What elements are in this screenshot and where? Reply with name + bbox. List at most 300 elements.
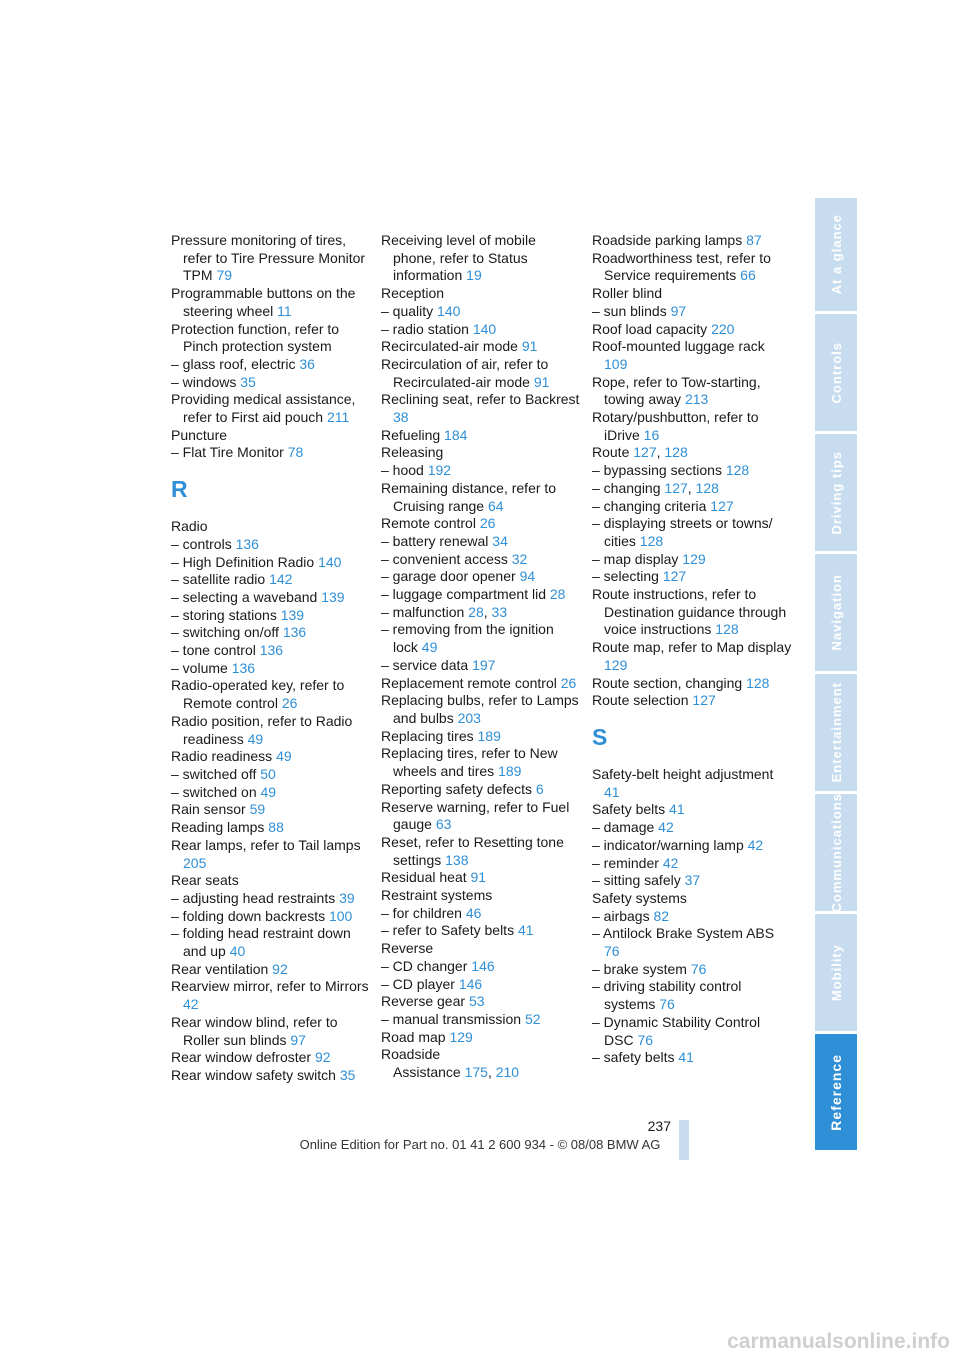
index-entry: [171, 872, 371, 890]
index-entry: [592, 890, 792, 908]
index-entry-text: – glass roof, electric: [171, 355, 296, 372]
index-entry: [381, 781, 581, 799]
index-entry-text: Route map, refer to Map display: [592, 639, 792, 656]
page-link[interactable]: 142: [269, 571, 293, 588]
index-entry: [592, 250, 792, 285]
index-entry-text: – manual transmission: [381, 1010, 522, 1027]
index-entry: [381, 551, 581, 569]
index-entry: [381, 462, 581, 480]
index-entry-text: Radio-operated key, refer to Remote control: [171, 677, 345, 712]
index-entry-text: – CD changer: [381, 957, 468, 974]
page-link[interactable]: 52: [524, 1010, 541, 1027]
page-link[interactable]: 35: [240, 373, 256, 390]
index-entry: [381, 1046, 581, 1064]
page-link[interactable]: 42: [747, 836, 764, 853]
page-link[interactable]: 26: [479, 515, 496, 532]
page-link[interactable]: 19: [466, 267, 482, 284]
tab-entertainment[interactable]: [815, 674, 857, 791]
index-entry: [381, 232, 581, 285]
index-entry: [381, 958, 581, 976]
page-link[interactable]: 16: [643, 426, 660, 443]
page-link[interactable]: 42: [183, 996, 199, 1013]
index-entry-text: – driving stability control systems: [592, 978, 742, 1013]
index-entry-text: – Flat Tire Monitor: [171, 444, 284, 461]
index-entry: [592, 409, 792, 444]
page-link[interactable]: 50: [260, 765, 276, 782]
index-entry-text: – sitting safely: [592, 872, 681, 889]
page-link[interactable]: 139: [280, 606, 305, 623]
index-entry: [381, 869, 581, 887]
index-entry-text: Road map: [381, 1028, 446, 1045]
tab-label: At a glance: [828, 214, 844, 295]
index-entry-text: Safety-belt height adjustment: [592, 765, 774, 782]
page-link[interactable]: 49: [276, 748, 292, 765]
watermark: carmanualsonline.info: [727, 1330, 950, 1353]
index-entry: [381, 675, 581, 693]
page-link[interactable]: 140: [437, 302, 461, 319]
index-entry: [171, 356, 371, 374]
index-entry-text: Replacing bulbs, refer to Lamps and bulbs: [381, 692, 579, 726]
index-entry: [171, 978, 371, 1013]
index-entry: [592, 338, 792, 373]
index-entry: [381, 905, 581, 923]
page-link[interactable]: 100: [328, 907, 353, 924]
index-entry-text: – switched on: [171, 783, 257, 800]
index-entry-text: Safety belts: [592, 801, 666, 818]
index-column-3: [592, 232, 792, 1067]
page-link[interactable]: 220: [711, 320, 735, 337]
index-entry: [381, 745, 581, 780]
page-link[interactable]: 127: [633, 444, 657, 461]
page-link[interactable]: 76: [604, 943, 620, 960]
index-entry-text: – service data: [381, 656, 469, 673]
page-link[interactable]: 53: [468, 993, 485, 1010]
page-link[interactable]: 129: [604, 656, 628, 673]
index-entry-text: Route instructions, refer to Destination guidance through voice instructions: [592, 586, 787, 638]
page-link[interactable]: 33: [491, 603, 508, 620]
index-entry-text: Rear lamps, refer to Tail lamps: [171, 836, 361, 853]
page-link[interactable]: 129: [449, 1028, 473, 1045]
page-link[interactable]: 76: [637, 1031, 654, 1048]
index-entry-text: – reminder: [592, 854, 659, 871]
index-entry: [381, 568, 581, 586]
index-column-2: [381, 232, 581, 1082]
index-entry-text: – bypassing sections: [592, 462, 722, 479]
page-link[interactable]: 41: [678, 1049, 694, 1066]
page-link[interactable]: 189: [498, 763, 522, 780]
page-link[interactable]: 63: [435, 816, 452, 833]
index-entry-text: Protection function, refer to Pinch protection system: [171, 320, 340, 355]
index-entry: [592, 978, 792, 1013]
page-link[interactable]: 136: [259, 642, 284, 659]
page-link[interactable]: 128: [695, 479, 719, 496]
page-link[interactable]: 139: [321, 588, 345, 605]
index-entry: [381, 444, 581, 462]
page-link[interactable]: 39: [339, 889, 355, 906]
index-entry-text: – garage door opener: [381, 568, 516, 585]
index-entry: [381, 1029, 581, 1047]
index-entry-text: Restraint systems: [381, 887, 493, 904]
index-entry-text: – displaying streets or towns/ cities: [592, 515, 773, 549]
page-link[interactable]: 28: [549, 586, 566, 603]
index-entry: [171, 713, 371, 748]
tab-label: Driving tips: [828, 450, 844, 535]
index-entry: [171, 444, 371, 462]
index-entry-text: Reserve warning, refer to Fuel gauge: [381, 798, 570, 833]
page-link[interactable]: 66: [740, 267, 756, 284]
index-entry: [381, 303, 581, 321]
tab-label: Navigation: [828, 574, 844, 651]
index-entry: [381, 976, 581, 994]
index-entry: [592, 639, 792, 674]
page-link[interactable]: 91: [533, 373, 550, 390]
index-entry: [171, 391, 371, 426]
page-link[interactable]: 128: [715, 621, 739, 638]
index-entry: [171, 571, 371, 589]
tab-controls[interactable]: [815, 314, 857, 431]
page-link[interactable]: 97: [290, 1031, 306, 1048]
index-entry: Assistance 175, 210: [393, 1064, 520, 1081]
page-link[interactable]: 92: [314, 1049, 331, 1066]
page-link[interactable]: 64: [487, 497, 504, 514]
index-entry-text: Radio position, refer to Radio readiness: [171, 712, 353, 747]
page-link[interactable]: 26: [560, 674, 577, 691]
page-link[interactable]: 32: [511, 550, 528, 567]
index-entry: [592, 801, 792, 819]
index-entry: [381, 692, 581, 727]
page-link[interactable]: 49: [421, 639, 438, 656]
index-entry: [592, 462, 792, 480]
index-entry-text: Rain sensor: [171, 801, 246, 818]
index-entry: [592, 675, 792, 693]
page-link[interactable]: 128: [746, 674, 770, 691]
index-entry: [171, 1014, 371, 1049]
page-link[interactable]: 40: [229, 943, 246, 960]
index-entry: [592, 303, 792, 321]
index-entry: [381, 391, 581, 426]
index-entry: [381, 321, 581, 339]
index-entry-text: Providing medical assistance, refer to First aid pouch: [171, 391, 356, 426]
page-link[interactable]: 88: [268, 819, 284, 836]
index-entry: [381, 1011, 581, 1029]
page-link[interactable]: 97: [670, 302, 687, 319]
index-entry: [381, 887, 581, 905]
section-letter: S: [592, 723, 608, 750]
page-link[interactable]: 76: [690, 960, 707, 977]
index-entry-text: Reception: [381, 285, 445, 302]
page-link[interactable]: 59: [249, 801, 266, 818]
index-entry-text: – indicator/warning lamp: [592, 836, 744, 853]
page-link[interactable]: 11: [277, 302, 292, 319]
index-entry-text: – storing stations: [171, 606, 277, 623]
index-entry-text: Replacing tires: [381, 727, 474, 744]
page-link[interactable]: 26: [281, 695, 298, 712]
index-entry: [592, 285, 792, 303]
page-link[interactable]: 35: [339, 1066, 356, 1083]
index-entry-text: Safety systems: [592, 889, 687, 906]
tab-label: Communications: [828, 792, 844, 913]
tab-communications[interactable]: [815, 794, 857, 911]
index-entry: [592, 855, 792, 873]
index-entry-text: – volume: [171, 659, 228, 676]
index-entry: [171, 961, 371, 979]
index-entry-text: – folding down backrests: [171, 907, 326, 924]
index-entry-text: Pressure monitoring of tires, refer to Tire Pressure Monitor TPM: [171, 232, 366, 284]
index-entry: [171, 285, 371, 320]
page-link[interactable]: 41: [669, 801, 685, 818]
page-link[interactable]: 127: [662, 568, 687, 585]
page-link[interactable]: 136: [282, 624, 307, 641]
index-entry-text: – Antilock Brake System ABS: [592, 925, 775, 942]
index-entry-text: Remaining distance, refer to Cruising range: [381, 479, 557, 514]
index-entry-text: – windows: [171, 373, 237, 390]
tab-label: Reference: [828, 1053, 844, 1131]
page-link[interactable]: 184: [444, 426, 468, 443]
index-entry-text: – satellite radio: [171, 571, 266, 588]
index-entry: [171, 925, 371, 960]
index-entry-text: Rear window blind, refer to Roller sun blinds: [171, 1013, 338, 1048]
index-entry: [381, 940, 581, 958]
index-entry-text: – quality: [381, 302, 434, 319]
index-entry: [381, 728, 581, 746]
page-link[interactable]: 41: [604, 783, 620, 800]
index-entry: [592, 498, 792, 516]
page-link[interactable]: 37: [684, 872, 701, 889]
index-entry-text: – airbags: [592, 907, 650, 924]
page-link[interactable]: 197: [472, 656, 496, 673]
index-entry-text: Replacing tires, refer to New wheels and tires: [381, 745, 558, 780]
tab-navigation[interactable]: [815, 554, 857, 671]
index-entry-text: Roadside parking lamps: [592, 232, 743, 248]
index-entry: [171, 554, 371, 572]
index-entry-text: – radio station: [381, 320, 469, 337]
index-column-1: [171, 232, 371, 1085]
index-entry: [381, 993, 581, 1011]
index-entry-text: – changing criteria: [592, 497, 707, 514]
index-entry-text: Rear window safety switch: [171, 1066, 336, 1083]
page-link[interactable]: 36: [299, 355, 315, 372]
index-entry: – changing 127, 128: [592, 479, 719, 496]
index-entry: Route 127, 128: [592, 444, 688, 461]
page-link[interactable]: 34: [492, 532, 508, 549]
tab-at-a-glance[interactable]: [815, 198, 857, 311]
index-entry-text: Rear ventilation: [171, 960, 269, 977]
page-link[interactable]: 94: [519, 568, 536, 585]
page-link[interactable]: 42: [662, 854, 679, 871]
page-link[interactable]: 78: [287, 444, 304, 461]
index-entry-text: Roadworthiness test, refer to Service requirements: [592, 249, 771, 284]
index-entry-text: Rearview mirror, refer to Mirrors: [171, 978, 369, 995]
index-entry-text: – removing from the ignition lock: [381, 621, 554, 656]
index-entry-text: Rope, refer to Tow-starting, towing away: [592, 373, 761, 408]
index-entry-text: Puncture: [171, 426, 228, 443]
section-letter: R: [171, 476, 188, 503]
page-link[interactable]: 189: [477, 727, 501, 744]
index-entry: [171, 890, 371, 908]
tab-reference[interactable]: [815, 1034, 857, 1150]
index-entry-text: Receiving level of mobile phone, refer to Status information: [381, 232, 536, 284]
index-entry-text: Reverse gear: [381, 993, 466, 1010]
index-entry: [381, 621, 581, 656]
index-entry-text: – battery renewal: [381, 532, 489, 549]
index-entry: [592, 692, 792, 710]
page-link[interactable]: 127: [692, 692, 716, 709]
index-entry-text: – safety belts: [592, 1049, 675, 1066]
index-entry-text: Roadside: [381, 1046, 441, 1063]
page-link[interactable]: 211: [326, 409, 350, 426]
index-entry-text: – switching on/off: [171, 624, 279, 641]
page-link[interactable]: 79: [216, 267, 233, 284]
page-link[interactable]: 49: [260, 783, 277, 800]
index-entry-text: – hood: [381, 462, 424, 479]
index-entry: [171, 766, 371, 784]
tab-mobility[interactable]: [815, 914, 857, 1031]
page-link[interactable]: 92: [272, 960, 288, 977]
index-entry-text: Roof-mounted luggage rack: [592, 338, 765, 355]
page-link[interactable]: 76: [659, 996, 675, 1013]
page-link[interactable]: 91: [521, 338, 538, 355]
page-link[interactable]: 49: [247, 730, 264, 747]
index-entry: [381, 533, 581, 551]
page-link[interactable]: 41: [517, 922, 534, 939]
index-entry-text: – folding head restraint down and up: [171, 925, 351, 960]
page-link[interactable]: 28: [468, 603, 484, 620]
tab-driving-tips[interactable]: [815, 434, 857, 551]
index-entry: [171, 232, 371, 285]
index-entry: [381, 834, 581, 869]
page-link[interactable]: 129: [682, 550, 706, 567]
page-link[interactable]: 127: [664, 479, 688, 496]
index-entry-text: Rear seats: [171, 872, 239, 889]
index-entry-text: Radio readiness: [171, 748, 273, 765]
page-link[interactable]: 128: [664, 444, 688, 461]
index-entry: [171, 624, 371, 642]
index-entry-text: – damage: [592, 819, 655, 836]
index-entry: [592, 1014, 792, 1049]
page-link[interactable]: 203: [457, 709, 481, 726]
page-link[interactable]: 128: [639, 532, 664, 549]
page-link[interactable]: 136: [231, 659, 256, 676]
index-entry-text: Reporting safety defects: [381, 780, 532, 797]
index-entry-text: Releasing: [381, 444, 444, 461]
index-entry: [592, 321, 792, 339]
index-entry-text: Route: [592, 444, 630, 461]
index-entry-text: Replacement remote control: [381, 674, 557, 691]
page-link[interactable]: 210: [495, 1064, 520, 1081]
index-entry: [592, 819, 792, 837]
index-entry: [381, 922, 581, 940]
page-link[interactable]: 38: [393, 409, 409, 426]
page-link[interactable]: 205: [183, 854, 207, 871]
index-entry: [171, 518, 371, 536]
footer-text: Online Edition for Part no. 01 41 2 600 934 - © 08/08 BMW AG: [299, 1137, 661, 1152]
index-entry-text: Route section, changing: [592, 674, 743, 691]
index-entry-text: – selecting a waveband: [171, 588, 318, 605]
index-entry-text: Refueling: [381, 426, 441, 443]
index-entry: [381, 427, 581, 445]
index-entry: [592, 1049, 792, 1067]
index-entry: [381, 586, 581, 604]
page-link[interactable]: 82: [653, 907, 670, 924]
index-entry: [381, 480, 581, 515]
index-entry: [381, 799, 581, 834]
index-entry: [171, 660, 371, 678]
page-link[interactable]: 42: [658, 819, 674, 836]
page-link[interactable]: 213: [684, 391, 709, 408]
index-entry-text: Assistance: [393, 1064, 461, 1081]
index-entry-text: – adjusting head restraints: [171, 889, 336, 906]
section-tabs: [815, 198, 857, 1160]
index-entry-text: Rear window defroster: [171, 1049, 312, 1066]
index-entry-text: – sun blinds: [592, 302, 667, 319]
index-entry: [171, 374, 371, 392]
index-entry: – malfunction 28, 33: [381, 603, 508, 620]
index-entry: [171, 784, 371, 802]
index-entry: [171, 1067, 371, 1085]
page-link[interactable]: 127: [710, 497, 734, 514]
index-entry-text: Residual heat: [381, 869, 467, 886]
page-link[interactable]: 91: [470, 869, 487, 886]
page-number: 237: [647, 1118, 671, 1134]
index-entry: [171, 642, 371, 660]
index-entry: [171, 801, 371, 819]
index-entry-text: – refer to Safety belts: [381, 922, 515, 939]
index-entry-text: – for children: [381, 904, 462, 921]
page-link[interactable]: 46: [465, 904, 482, 921]
page-link[interactable]: 6: [535, 780, 544, 797]
page-link[interactable]: 175: [464, 1064, 488, 1081]
index-entry: [381, 356, 581, 391]
page-link[interactable]: 140: [472, 320, 497, 337]
index-entry-text: Recirculation of air, refer to Recirculated-air mode: [381, 355, 549, 390]
index-entry-text: – convenient access: [381, 550, 508, 567]
index-entry-text: Roof load capacity: [592, 320, 708, 337]
index-entry: [171, 607, 371, 625]
page-link[interactable]: 138: [445, 851, 469, 868]
index-entry: [381, 515, 581, 533]
tab-label: Controls: [828, 341, 844, 404]
index-entry: [171, 837, 371, 872]
page-link[interactable]: 146: [471, 957, 495, 974]
tab-label: Entertainment: [828, 682, 844, 783]
page-link[interactable]: 87: [746, 232, 762, 248]
index-entry: [592, 374, 792, 409]
page-link[interactable]: 109: [604, 355, 628, 372]
index-entry-text: Recirculated-air mode: [381, 338, 518, 355]
index-entry: [592, 568, 792, 586]
index-entry: [171, 589, 371, 607]
index-entry-text: – changing: [592, 479, 661, 496]
index-entry: [171, 321, 371, 356]
index-entry: [592, 515, 792, 550]
page-link[interactable]: 128: [725, 462, 750, 479]
index-entry-text: – tone control: [171, 642, 256, 659]
page-link[interactable]: 136: [235, 535, 259, 552]
index-entry-text: Reclining seat, refer to Backrest: [381, 391, 580, 408]
index-entry-text: – High Definition Radio: [171, 553, 315, 570]
page-link[interactable]: 192: [427, 462, 452, 479]
index-entry-text: – luggage compartment lid: [381, 586, 546, 603]
index-entry: [171, 819, 371, 837]
index-entry: [592, 925, 792, 960]
index-entry-text: – malfunction: [381, 603, 465, 620]
index-entry: [171, 1049, 371, 1067]
index-entry-text: – CD player: [381, 975, 455, 992]
index-entry: [171, 536, 371, 554]
page-link[interactable]: 146: [458, 975, 483, 992]
page-link[interactable]: 140: [318, 553, 342, 570]
index-entry-text: – controls: [171, 535, 232, 552]
